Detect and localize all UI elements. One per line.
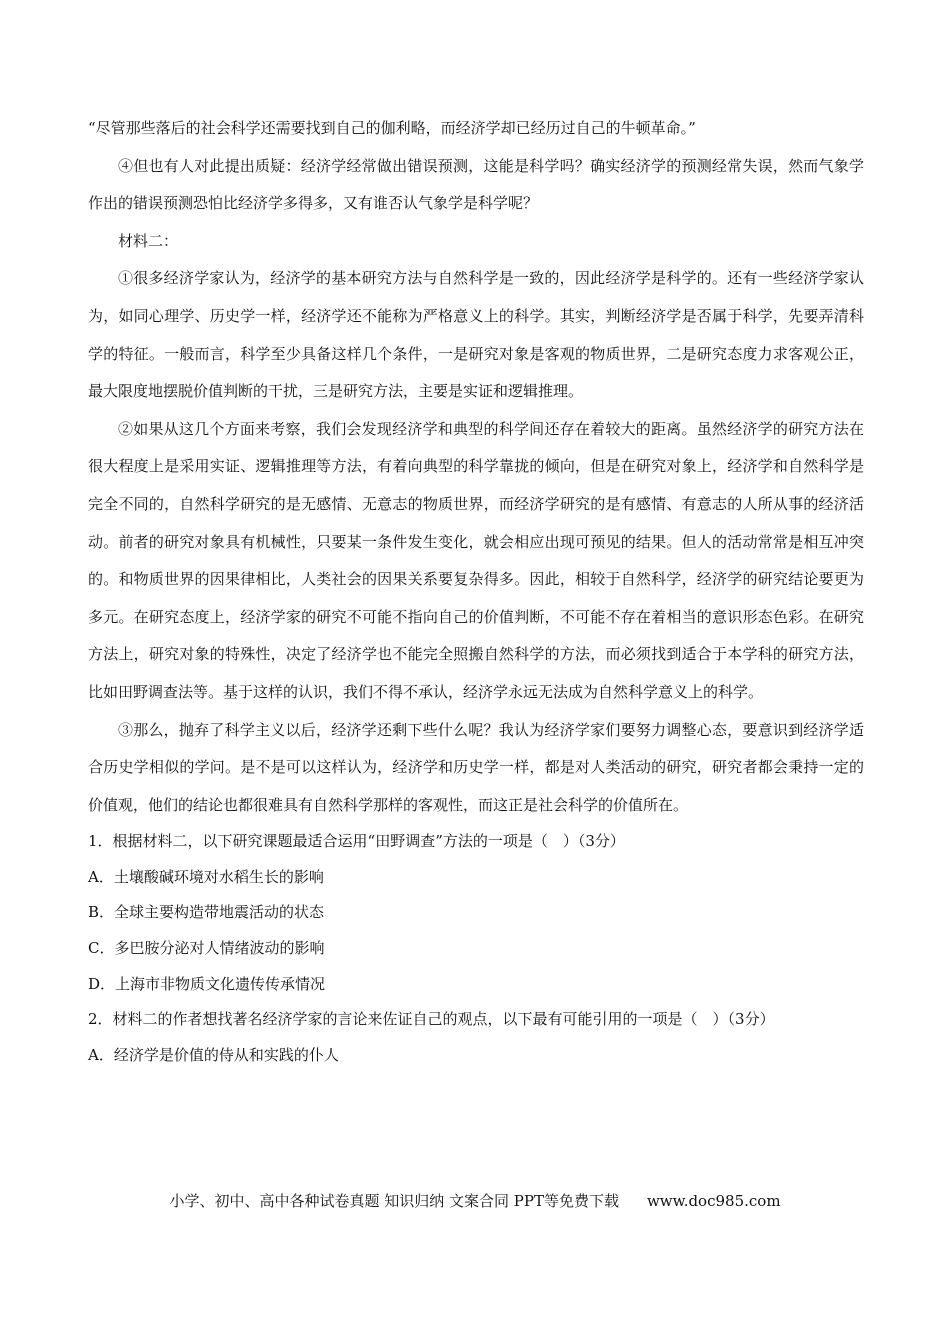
material-2-paragraph-2: ②如果从这几个方面来考察，我们会发现经济学和典型的科学间还存在着较大的距离。虽然经济学的研究方法在很大程度上是采用实证、逻辑推理等方法，有着向典型的科学靠拢的倾向，但是在研究对象上，经济学和自然科学是完全不同的，自然科学研究的是无感情、无意志的物质世界，而经济学研究的是有感情、有意志的人所从事的经济活动。前者的研究对象具有机械性，只要某一条件发生变化，就会相应出现可预见的结果。但人的活动常常是相互冲突的。和物质世界的因果律相比，人类社会的因果关系要复杂得多。因此，相较于自然科学，经济学的研究结论要更为多元。在研究态度上，经济学家的研究不可能不指向自己的价值判断，不可能不存在着相当的意识形态色彩。在研究方法上，研究对象的特殊性，决定了经济学也不能完全照搬自然科学的方法，而必须找到适合于本学科的研究方法，比如田野调查法等。基于这样的认识，我们不得不承认，经济学永远无法成为自然科学意义上的科学。: [88, 419, 864, 701]
page-footer: [0, 1186, 950, 1216]
quote-line: “尽管那些落后的社会科学还需要找到自己的伽利略，而经济学却已经历过自己的牛顿革命。”: [88, 119, 696, 137]
footer-website: www.doc985.com: [646, 1192, 781, 1210]
question-1-option-c: C．多巴胺分泌对人情绪波动的影响: [88, 939, 325, 958]
question-2-stem: 2．材料二的作者想找著名经济学家的言论来佐证自己的观点，以下最有可能引用的一项是（ ）（3分）: [88, 1010, 775, 1029]
question-1-option-d: D．上海市非物质文化遗传传承情况: [88, 974, 326, 993]
material-2-heading: 材料二：: [118, 231, 179, 250]
question-2-option-a: A．经济学是价值的侍从和实践的仆人: [88, 1045, 339, 1064]
question-1-option-b: B．全球主要构造带地震活动的状态: [88, 903, 325, 922]
footer-text: 小学、初中、高中各种试卷真题 知识归纳 文案合同 PPT等免费下载: [169, 1192, 619, 1210]
question-1-option-a: A．土壤酸碱环境对水稻生长的影响: [88, 867, 324, 886]
material-2-paragraph-1: ①很多经济学家认为，经济学的基本研究方法与自然科学是一致的，因此经济学是科学的。还有一些经济学家认为，如同心理学、历史学一样，经济学还不能称为严格意义上的科学。其实，判断经济学是否属于科学，先要弄清科学的特征。一般而言，科学至少具备这样几个条件，一是研究对象是客观的物质世界，二是研究态度力求客观公正，最大限度地摆脱价值判断的干扰，三是研究方法，主要是实证和逻辑推理。: [88, 269, 864, 401]
paragraph-4: ④但也有人对此提出质疑：经济学经常做出错误预测，这能是科学吗？确实经济学的预测经常失误，然而气象学作出的错误预测恐怕比经济学多得多，又有谁否认气象学是科学呢？: [88, 156, 864, 213]
question-1-stem: 1．根据材料二，以下研究课题最适合运用“田野调查”方法的一项是（ ）（3分）: [88, 832, 625, 851]
document-body: [88, 110, 864, 1073]
material-2-paragraph-3: ③那么，抛弃了科学主义以后，经济学还剩下些什么呢？我认为经济学家们要努力调整心态，要意识到经济学适合历史学相似的学问。是不是可以这样认为，经济学和历史学一样，都是对人类活动的研究，研究者都会秉持一定的价值观，他们的结论也都很难具有自然科学那样的客观性，而这正是社会科学的价值所在。: [88, 720, 864, 814]
